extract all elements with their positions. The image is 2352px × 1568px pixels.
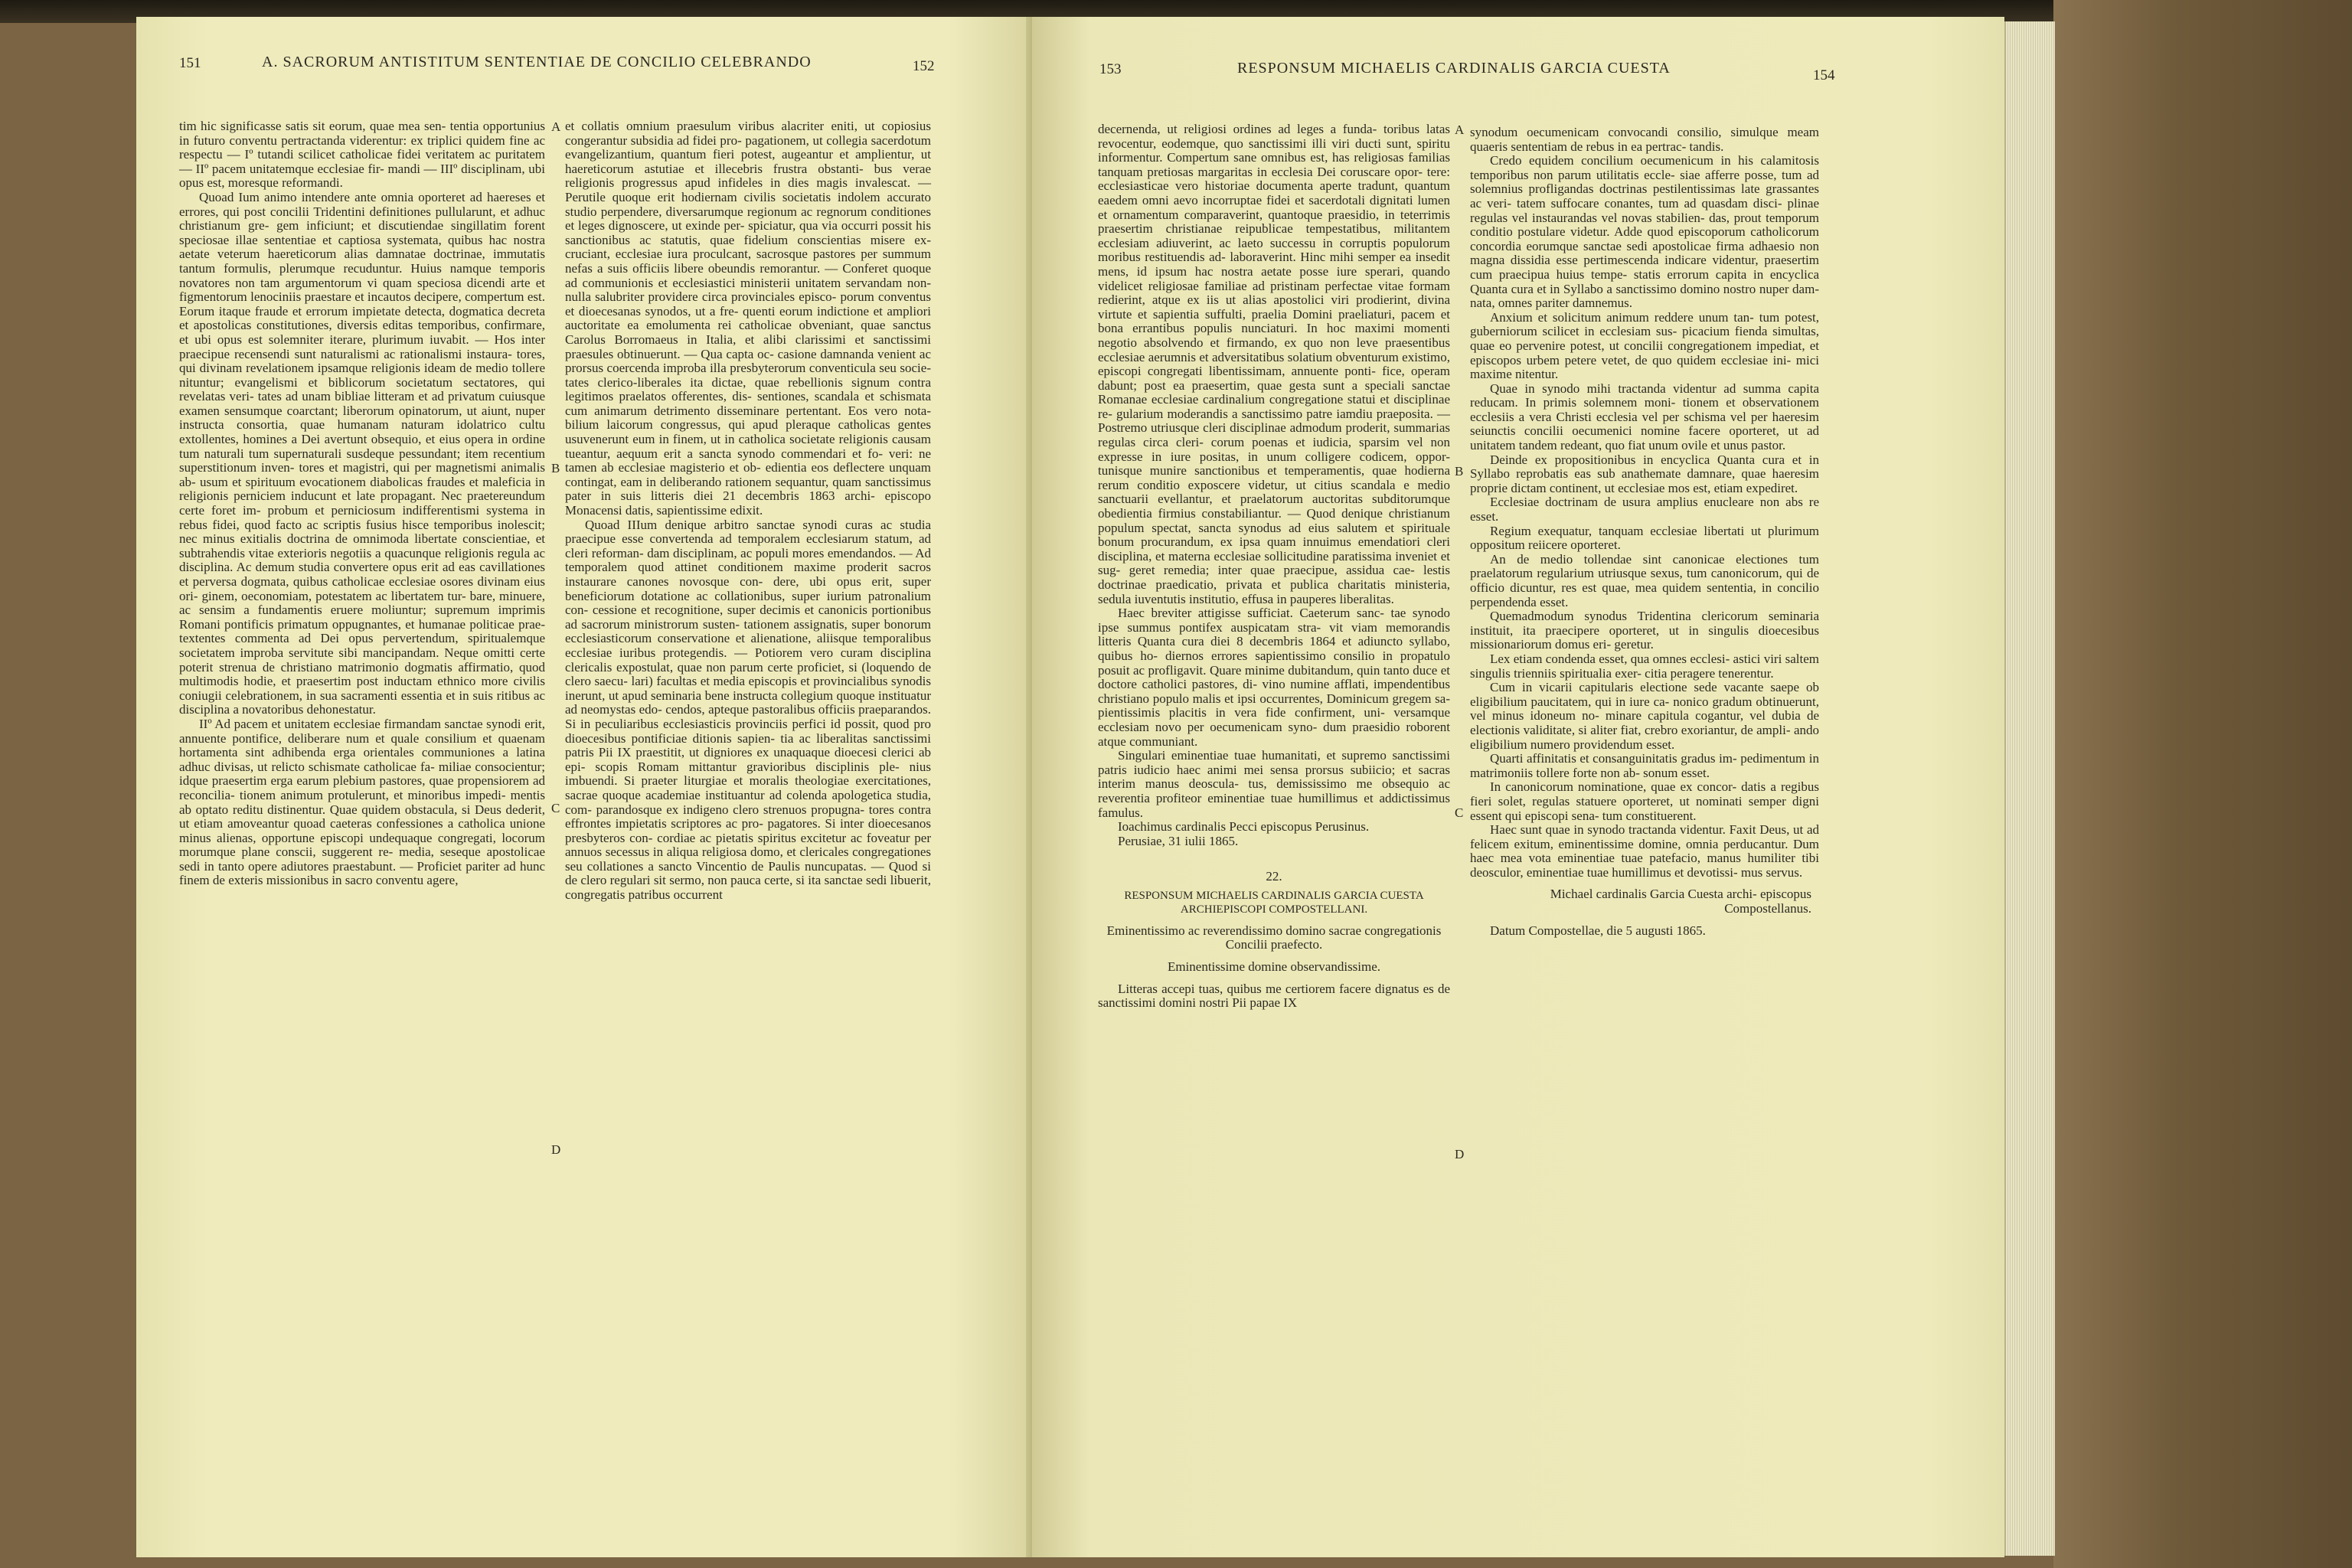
paragraph: In canonicorum nominatione, quae ex concor- datis a regibus fieri solet, regulas statuere oporteret, ut nominati semper digni essent qui episcopi sena- tum constituerent. bbox=[1470, 779, 1819, 823]
book-cover-board bbox=[2053, 0, 2352, 1568]
paragraph: An de medio tollendae sint canonicae electiones tum praelatorum regularium utriusque sexus, tum canonicorum, qui de officio dicuntur, res est quae, mea quidem sententia, in concilio perpendenda esset. bbox=[1470, 551, 1819, 609]
place-date: Perusiae, 31 iulii 1865. bbox=[1118, 833, 1239, 848]
paragraph: Quemadmodum synodus Tridentina clericorum seminaria instituit, ita praecipere oporteret, ut in singulis dioecesibus missionariorum domus eri- geretur. bbox=[1470, 609, 1819, 652]
paragraph: Quarti affinitatis et consanguinitatis gradus im- pedimentum in matrimoniis tollere forte non ab- sonum esset. bbox=[1470, 751, 1819, 780]
paragraph: IIº Ad pacem et unitatem ecclesiae firmandam sanctae synodi erit, annuente pontifice, deliberare num et quale consilium et quaenam hortamenta sint adhibenda erga orientales communiones a latina adhuc divisas, ut relicto schismate catholicae fa- miliae consocientur; idque praesertim erga earum plebium pastores, quae propensiorem ad reconcilia- tionem animum protulerunt, et minoribus impedi- mentis ab optato reditu distinentur. Quae quidem obstacula, si Deus dederit, ut etiam amoveantur quoad caeteras confessiones a catholica unione minus alienas, opportune episcopi undequaque congregati, locorum morumque plane conscii, suggerent re- media, seseque apostolicae sedi in tanto opere adiutores praestabunt. — Proficiet pariter ad hunc finem de exteris missionibus in sacro conventu agere, bbox=[179, 716, 545, 888]
paragraph: Credo equidem concilium oecumenicum in his calamitosis temporibus non parum utilitatis eccle- siae afferre posse, tum ad solemnius profligandas doctrinas pestilentissimas late grassantes ac veri- tatem suffocare conantes, tum ad quasdam disci- plinae regulas vel instaurandas vel novas stabilien- das, prout temporum conditio postulare videtur. Adde quod episcoporum catholicorum concordia eorumque sanctae sedi apostolicae firma adhaesio non magna dissidia esse pertimescenda indicare videntur, praesertim cum praecipua huius tempe- statis errorum capita in encyclica Quanta cura et in Syllabo a sanctissimo domino nostro nuper dam- nata, omnes pariter damnemus. bbox=[1470, 153, 1819, 311]
paragraph: Regium exequatur, tanquam ecclesiae libertati ut plurimum oppositum reiicere oporteret. bbox=[1470, 523, 1819, 553]
margin-marker-a: A bbox=[1455, 122, 1465, 137]
folio-153: 153 bbox=[1099, 61, 1122, 77]
signatory: Ioachimus cardinalis Pecci episcopus Perusinus. bbox=[1118, 819, 1370, 835]
left-page-column-2 bbox=[565, 119, 931, 903]
margin-marker-b: B bbox=[551, 461, 560, 475]
paragraph: Haec breviter attigisse sufficiat. Caeterum sanc- tae synodo ipse summus pontifex auspicatam stra- vit viam memorandis litteris Quanta cura diei 8 decembris 1864 et adiuncto syllabo, quibus ho- diernos errores sapientissimo consilio in propatulo posuit ac profligavit. Quare minime dubitandum, quin tanto duce et doctore catholici pastores, di- vino numine afflati, impendentibus christiano populo malis et ipsi occurrentes, Dominicum gregem sa- pientissimis placitis in vera fide confirment, uni- versamque ecclesiam novo per oecumenicam syno- dum praesidio roborent atque communiant. bbox=[1098, 606, 1450, 749]
margin-marker-c: C bbox=[1455, 805, 1464, 820]
margin-marker-d: D bbox=[1455, 1147, 1465, 1161]
paragraph: Quoad IIIum denique arbitro sanctae synodi curas ac studia praecipue esse convertenda ad temporalem ecclesiarum statum, ad cleri reforman- dam disciplinam, ac populi mores emendandos. — Ad temporalem quod attinet conditionem maxime proderit sacros instaurare canones novosque con- dere, ubi opus erit, super beneficiorum dotatione ac collationibus, super iurium patronalium con- cessione et recognitione, super decimis et canonicis portionibus ad sacrorum ministrorum susten- tationem assignatis, super bonorum ecclesiasticorum conservatione et alienatione, aliisque temporalibus ecclesiae iuribus protegendis. — Potiorem vero curam disciplina clericalis expostulat, quae non parum certe proficiet, si (loquendo de clero saecu- lari) facultas et media episcopis et provincialibus synodis inerunt, ut apud seminaria bene instructa collegium quoque instituatur ad neomystas edo- cendos, apteque pastoralibus officiis praeparandos. Si in peculiaribus ecclesiasticis provinciis perfici id possit, quod pro dioecesibus pontificiae ditionis sapien- tia ac liberalitas sanctissimi patris Pii IX praestitit, ut digniores ex unaquaque dioecesi clerici ab epi- scopis Romam mittantur gravioribus disciplinis ple- nius imbuendi. Si praeter liturgiae et moralis theologiae exercitationes, sacrae quoque academiae instituantur ad colenda apologetica studia, com- parandosque ex indigeno clero strenuos propugna- tores contra effrontes impietatis scriptores ac pro- pagatores. Si inter dioecesanos presbyteros con- cordiae ac pietatis spiritus excitetur ac foveatur per annuos secessus in aliqua religiosa domo, et clericales congregationes seu collationes a sancto Vincentio de Paulis nuncupatas. — Quod si de clero regulari sit sermo, non pauca certe, si ita sanctae sedi libuerit, congregatis patribus occurrent bbox=[565, 517, 931, 903]
paragraph: Ecclesiae doctrinam de usura amplius enucleare non abs re esset. bbox=[1470, 495, 1819, 524]
folio-151: 151 bbox=[179, 55, 201, 71]
margin-marker-a: A bbox=[551, 119, 561, 134]
right-page bbox=[1032, 17, 2004, 1557]
left-page bbox=[136, 17, 1040, 1557]
running-head-left: A. SACRORUM ANTISTITUM SENTENTIAE DE CONCILIO CELEBRANDO bbox=[262, 54, 812, 70]
document-number: 22. bbox=[1266, 869, 1282, 884]
paragraph: Anxium et solicitum animum reddere unum tan- tum potest, guberniorum scilicet in ecclesiam sus- picacium fienda simultas, quae eo pervenire potest, ut concilii congregationem impediat, et episcopos urbem petere vetet, de quo quidem ecclesiae ini- mici maxime nitentur. bbox=[1470, 309, 1819, 382]
margin-marker-d: D bbox=[551, 1142, 561, 1157]
folio-154: 154 bbox=[1813, 67, 1835, 83]
paragraph: Litteras accepi tuas, quibus me certiorem facere dignatus es de sanctissimi domini nostri Pii papae IX bbox=[1098, 981, 1450, 1011]
margin-marker-b: B bbox=[1455, 464, 1464, 479]
paragraph: decernenda, ut religiosi ordines ad leges a funda- toribus latas revocentur, eodemque, quo sanctissimi illi viri ducti sunt, spiritu informentur. Compertum sane omnibus est, has religiosas familias tanquam pretiosas margaritas in ecclesia Dei coruscare opor- tere: ecclesiasticae vero historiae documenta aperte tradunt, quantum eaedem omni aevo incorruptae fidei et sacerdotali dignitati lumen et ornamentum comparaverint, quantoque praesidio, in teterrimis praesertim christianae reipublicae tempestatibus, militantem ecclesiam adiuverint, ac laeto successu in corruptis populorum moribus restituendis ad- laboraverint. Hinc mihi semper ea insedit mens, id ipsum hac nostra aetate posse iure sperari, quando videlicet religiosae familiae ad pristinam perfectae vitae formam redierint, atque ex iis ut alias apostolici viri prodierint, divina virtute et sapientia suffulti, praelia Domini praeliaturi, pacem et bona errantibus populis nunciaturi. In hoc maximi momenti negotio absolvendo et firmando, ex quo non leve praesentibus ecclesiae aerumnis et adversitatibus solatium obventurum existimo, episcopi congregati libentissimam, annuente ponti- fice, operam dabunt; post ea praesertim, quae gesta sunt a speciali sanctae Romanae ecclesiae cardinalium congregatione statui et disciplinae re- gularium moderandis a sanctissimo patre iamdiu praeposita. — Postremo utriusque cleri disciplinae admodum proderit, summarias regulas circa cleri- corum poenas et iudicia, sparsim vel non expresse in iure positas, in unum colligere codicem, oppor- tunisque munire sanctionibus et temperamentis, quae hodierna rerum conditio exposcere videtur, ut citius scandala e medio sanctuarii evellantur, et praelatorum auctoritas subditorumque obedientia firmius constabiliantur. — Quod denique christianum populum spectat, sancta synodus ad eius salutem et spirituale bonum procurandum, ex ipsa quam innuimus emendatiori cleri disciplina, et materna ecclesiae sollicitudine paratissima inveniet et sug- geret remedia; inter quae praecipue, assidua cae- lestis doctrinae praedicatio, privata et publica charitatis ministeria, sedula iuventutis institutio, effusa in pauperes liberalitas. bbox=[1098, 122, 1450, 606]
paragraph: Lex etiam condenda esset, qua omnes ecclesi- astici viri saltem singulis trienniis spiritualia exer- citia peragere tenerentur. bbox=[1470, 651, 1819, 681]
address-line: Eminentissimo ac reverendissimo domino sacrae congregationis Concilii praefecto. bbox=[1106, 923, 1442, 952]
signature: Michael cardinalis Garcia Cuesta archi- episcopus Compostellanus. bbox=[1550, 887, 1811, 916]
paragraph: et collatis omnium praesulum viribus alacriter eniti, ut copiosius congerantur subsidia ad fidei pro- pagationem, ut collegia sacerdotum evangelizantium, quantum fieri potest, augeantur et amplientur, ut haereticorum astutiae et illecebris frustra obstanti- bus verae religionis progressus apud infideles in dies magis invalescat. — Perutile quoque erit hodiernam civilis societatis indolem accurato studio perpendere, diversarumque regionum ac regnorum conditiones et leges dignoscere, ut exinde per- spiciatur, qua via occurri possit his sanctionibus ac statutis, quae fidelium conscientias misere ex- cruciant, ecclesiae iura proculcant, sacrosque pastores per summum nefas a suis officiis libere obeundis remorantur. — Conferet quoque ad communionis et ecclesiastici ministerii unitatem servandam non- nulla salubriter providere circa provinciales episco- porum conventus et dioecesanas synodos, ut a fre- quenti eorum indictione et ampliori auctoritate ea emolumenta rei catholicae obveniant, quae sanctus Carolus Borromaeus in Italia, et alibi clarissimi et sanctissimi praesules obtinuerunt. — Qua capta oc- casione damnanda venient ac prorsus coercenda improba illa presbyterorum conventicula seu socie- tates clerico-liberales ita dictae, quae rebellionis signum contra legitimos praelatos offerentes, dis- sentiones, scandala et schismata cum animarum detrimento disseminare pertentant. Eos vero nota- bilium laicorum congressus, qui apud pleraque catholicas gentes usuvenerunt eum in finem, ut in catholica societate religionis causam tueantur, aequum erit a sancta synodo commendari et fo- veri: ne tamen ab ecclesiae magisterio et ob- edientia eos deflectere unquam contingat, eam in deliberando rationem sequantur, quam sanctissimus pater in suis litteris diei 21 decembris 1863 archi- episcopo Monacensi datis, sapientissime edixit. bbox=[565, 119, 931, 518]
paragraph: Quoad Ium animo intendere ante omnia oporteret ad haereses et errores, qui post concilii Tridentini definitiones pullularunt, et adhuc christianum gre- gem inficiunt; et discutiendae singillatim forent speciosae illae sententiae et captiosa systemata, quibus hac nostra aetate veterum haereticorum alias damnatae doctrinae, immutatis tantum formulis, plerumque recuduntur. Huius namque temporis novatores non tam argumentorum vi quam speciosa dicendi arte et figmentorum lenociniis praestare et incautos decipere, compertum est. Eorum itaque fraude et errorum impietate detecta, dogmatica decreta et apostolicas constitutiones, diversis editas temporibus, confirmare, et ubi opus est solemniter iterare, plurimum iuvabit. — Hos inter praecipue recensendi sunt naturalismi ac rationalismi instaura- tores, qui divinam revelationem ipsamque religionis ideam de medio tollere nituntur; evangelismi et biblicorum societatum sectatores, qui revelatas veri- tates ad unam bibliae litteram et ad privatum cuiusque examen sensumque coarctant; liberorum opinatorum, ut aiunt, nuper instructa consortia, quae humanam naturam idolatrico cultu extollentes, homines a Dei avertunt obsequio, et eius opera in ordine tum naturali tum supernaturali susdeque pessundant; item recentium superstitionum inven- tores et magistri, qui per magnetismi animalis ab- usum et spirituum evocationem diabolicas fraudes et maleficia in religionis perniciem inducunt et late propagant. Nec praetereundum certe foret im- probum et perniciosum indifferentismi systema in rebus fidei, quod facto ac scriptis fusius hisce temporibus inolescit; nec minus exitialis doctrina de omnimoda libertate conscientiae, et subtrahendis vitae exterioris negotiis a quacunque religionis regula ac disciplina. Ac demum studia convertere opus erit ad eas cavillationes et perversa dogmata, quibus catholicae ecclesiae osores divinam eius ori- ginem, oeconomiam, potestatem ac libertatem tur- bare, minuere, ac sensim a fundamentis eruere moliuntur; supremum imprimis Romani pontificis primatum oppugnantes, et humanae politicae prae- textentes commenta ad Dei opus pervertendum, spiritualemque societatem improba servitute sibi mancipandam. Neque omitti certe poterit strenua de christiano matrimonio dogmatis affirmatio, quod multimodis hodie, et praesertim post inductam ethnico more civilis coniugii celebrationem, in sua sacramenti essentia et in suis ritibus ac disciplina a novatoribus dehonestatur. bbox=[179, 189, 545, 717]
paragraph: Quae in synodo mihi tractanda videntur ad summa capita reducam. In primis solemnem moni- tionem et observationem ecclesiis a vera Christi ecclesia vel per schisma vel per haeresim seiunctis concilii oecumenici nomine facere oporteret, ut ad unitatem tandem redeant, quo fiat unum ovile et unus pastor. bbox=[1470, 381, 1819, 453]
document-heading: RESPONSUM MICHAELIS CARDINALIS GARCIA CUESTA ARCHIEPISCOPI COMPOSTELLANI. bbox=[1124, 889, 1424, 916]
salutation: Eminentissime domine observandissime. bbox=[1167, 959, 1381, 975]
page-stack-edge bbox=[2004, 21, 2055, 1556]
paragraph: Cum in vicarii capitularis electione sede vacante saepe ob eligibilium paucitatem, qui in iure ca- nonico gradum obtinuerunt, vel minus idoneum no- minare capitula cogantur, vel dubia de electionis validitate, si aliter fiat, crebro exoriantur, de ampli- ando eligibilium numero providendum esset. bbox=[1470, 680, 1819, 752]
paragraph: Deinde ex propositionibus in encyclica Quanta cura et in Syllabo reprobatis eas sub anathemate damnare, quae haeresim proprie dictam continent, ut ecclesiae mos est, etiam expediret. bbox=[1470, 452, 1819, 495]
paragraph: Haec sunt quae in synodo tractanda videntur. Faxit Deus, ut ad felicem exitum, eminentissime domine, omnia perducantur. Dum haec mea vota eminentiae tuae patefacio, manus humiliter tibi deosculor, eminentiae tuae humillimus et devotissi- mus servus. bbox=[1470, 822, 1819, 880]
paragraph: synodum oecumenicam convocandi consilio, simulque meam quaeris sententiam de rebus in ea pertrac- tandis. bbox=[1470, 125, 1819, 154]
right-page-column-1 bbox=[1098, 122, 1450, 1011]
folio-152: 152 bbox=[913, 58, 935, 74]
date-line: Datum Compostellae, die 5 augusti 1865. bbox=[1490, 923, 1706, 938]
running-head-right: RESPONSUM MICHAELIS CARDINALIS GARCIA CUESTA bbox=[1237, 60, 1671, 77]
margin-marker-c: C bbox=[551, 801, 560, 815]
right-page-column-2 bbox=[1470, 126, 1819, 938]
paragraph: Singulari eminentiae tuae humanitati, et supremo sanctissimi patris iudicio haec animi mei sensa prorsus subiicio; et sacras interim manus deoscula- tus, demississimo me obsequio ac reverentia profiteor eminentiae tuae humillimus et addictissimus famulus. bbox=[1098, 748, 1450, 820]
paragraph: tim hic significasse satis sit eorum, quae mea sen- tentia opportunius in futuro conventu pertractanda viderentur: ex triplici quidem fine ac respectu — Iº tutandi scilicet catholicae fidei veritatem ac puritatem — IIº pacem unitatemque ecclesiae fir- mandi — IIIº disciplinam, ubi opus est, moresque reformandi. bbox=[179, 119, 545, 191]
left-page-column-1 bbox=[179, 119, 545, 888]
